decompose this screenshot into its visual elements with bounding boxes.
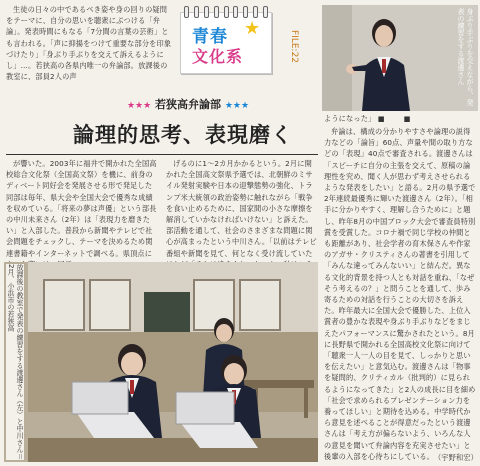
byline: （宇野和宏） [433, 453, 478, 462]
subhead-text: 若狭高弁論部 [155, 98, 221, 111]
star-icon: ★ [244, 18, 261, 39]
spiral-binding-icon [184, 6, 268, 16]
stars-left: ★★★ [126, 101, 152, 111]
article-col2: げるのに1〜2カ月かかるという。2月に開かれた全国高文祭県予選では、北朝鮮のミサイル発射実験や日本の迎撃態勢の強化、トランプ米大統領の政治姿勢に触れながら「戦争を食い止めるために、国家間の小さな摩擦を解消していかなければいけない」と訴えた。部活動を通して、社会のさまざまな問題に関心が高まったという中川さん。「以前はテレビ番組や新聞を見て、何となく受け流していた [166, 159, 317, 258]
right-article-text: 弁論は、構成の分かりやすさや論理の説得力などの「論旨」60点、声量や間の取り方などの「表現」40点で審査される。渡邊さんは「スピーチに自分の主張を交えて、原稿の論理性を究め、聞く人が思わず考えさせられるような発表をしたい」と語る。2月の県予選で2年連続最優秀に輝いた渡邊さん（2年）。「相手に分かりやすく、理解し合うために」と題し、昨年8月の中国ブロック大会で審査員特別賞を受賞した。コロナ禍で同じ学校の仲間とも距離があり、社会学者の育木保さんや作家のアガサ・クリスティさんの著書を引用して「みんな違ってみんないい」と結んだ。異なる文化的背景を持つ人とも対話を重ね、「なぜそう考えるの？」と問うことを通して、歩み寄るための対話を行うことの大切さを訴えた。昨年最大に全国大会で優勝した、上位入賞者の豊かな表現や身ぶり手ぶりなどをまじえたパフォーマンスに驚かされたという。8月に長野県で開かれる全国高校文化祭に向けて「聴衆一人一人の目を見て、しっかりと思いを伝えたい」と意気込む。渡邊さんは「物事を疑問的、クリティカル（批判的）に見られるようになってきた」と2人の成長に目を細め「社会で求められるプレゼンテーション力を養ってほしい」と期待を込める。中学時代から意見を述べることが得意だったという渡邊さんは「考え方が偏らないよう、いろんな人の意見を聞いて弁論内容を充実させたい」と後輩の入部を心待ちにしている。 [324, 127, 476, 461]
headline: 論理的思考、表現磨く [73, 123, 293, 147]
article-col1: が響いた。2003年に福井で開かれた全国高校総合文化祭（全国高文祭）を機に、前身のディベート同好会を発展させる形で発足した同部は毎年、県大会や全国大会で優秀な成績を収めている。「将来の夢は声優」という部長の中川未来さん（2年）は「表現力を磨きたい」と入部した。普段から新聞やテレビで社会問題をチェックし、テーマを決めるため関連書籍やインターネットで調べる。県頂点に [6, 159, 157, 258]
column-logo [178, 6, 284, 74]
right-text-quote: ようになった」 ■ ■ [324, 114, 417, 123]
classroom-photo-image [4, 262, 318, 462]
subhead [78, 96, 298, 112]
file-number: FILE:22 [289, 30, 299, 64]
logo-line1: 青春 [192, 27, 228, 47]
photo-top-caption: 身ぶり手ぶりを交えながら、発表の練習をする渡邊さん [457, 8, 474, 106]
logo-line2: 文化系 [192, 47, 244, 66]
photo-main-caption: 放課後の教室で発表の練習をする渡邊さん（左）と中川さん＝2月、小浜市の若狭高 [7, 264, 24, 460]
stars-right: ★★★ [224, 101, 250, 111]
intro-text: 生徒の日々の中であるべき姿や身の回りの疑問をテーマに、自分の思いを聴衆にぶつける「弁論」。発表時間にもなる「7分間の言葉の芸術」とも言われる。「声に抑揚をつけて重要な部分を印象づけたり」「身ぶり手ぶりを交えて訴えるようにし」…。若狭高の各県内唯一の弁論部。放課後の教室に、部員2人の声 [6, 5, 172, 82]
headline-rule [6, 154, 318, 155]
classroom-photo [4, 262, 318, 462]
